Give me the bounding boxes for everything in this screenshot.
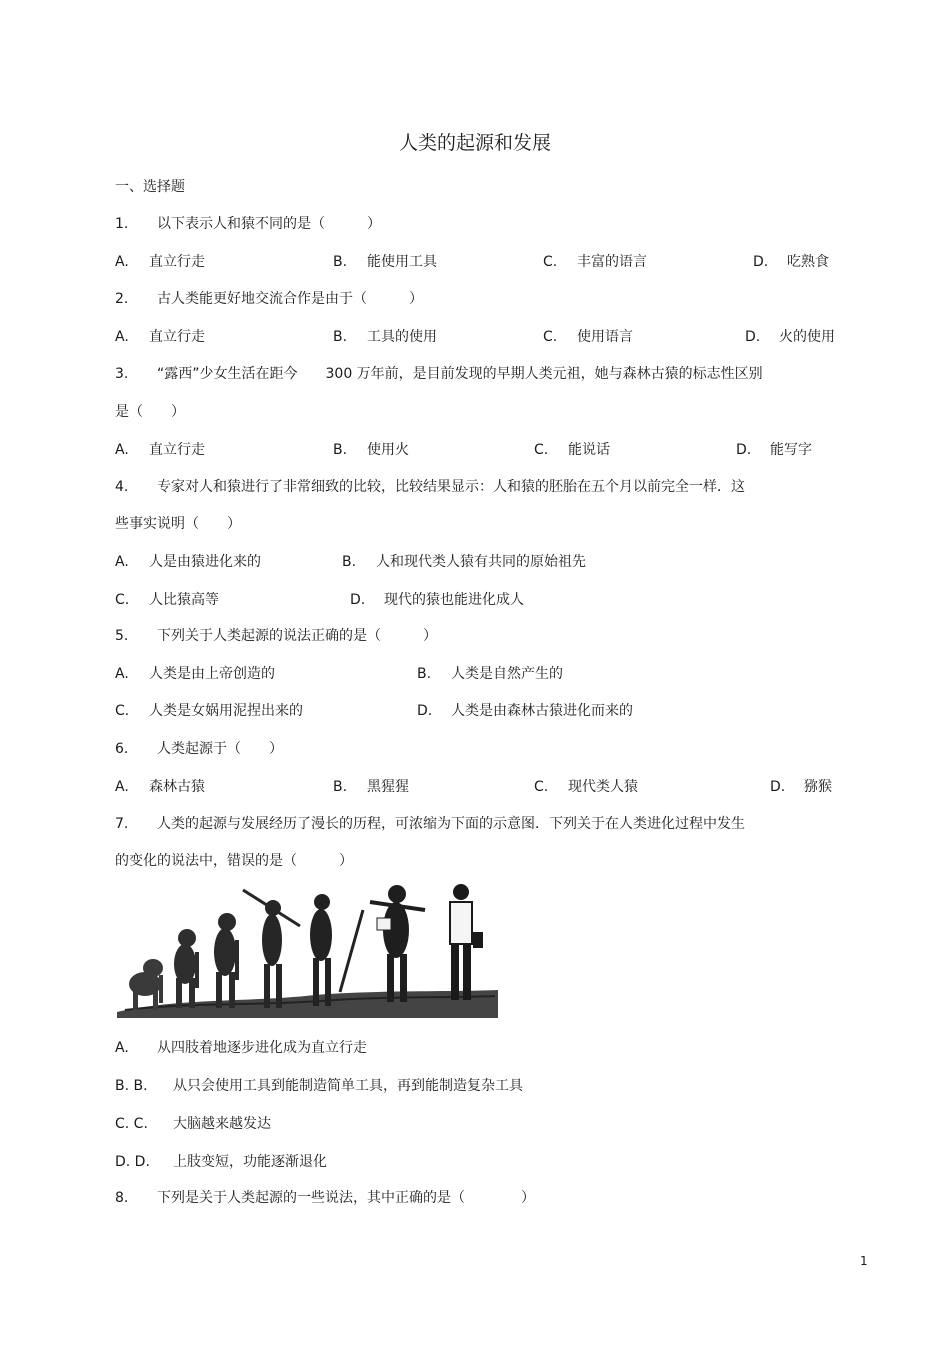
option-b: B. 黑猩猩: [333, 779, 409, 795]
question-number: 4.: [115, 479, 129, 495]
question-text: 古人类能更好地交流合作是由于（ ）: [157, 291, 423, 307]
option-d: D. 人类是由森林古猿进化而来的: [417, 703, 633, 719]
option-a: A. 直立行走: [115, 442, 205, 458]
option-a: A. 直立行走: [115, 329, 205, 345]
option-d: D. 吃熟食: [753, 254, 829, 270]
question-text: 人类的起源与发展经历了漫长的历程，可浓缩为下面的示意图．下列关于在人类进化过程中发生: [157, 816, 745, 832]
option-a: A. 直立行走: [115, 254, 205, 270]
option-d: D. 现代的猿也能进化成人: [350, 592, 524, 608]
section-heading: 一、选择题: [115, 179, 185, 195]
question-number: 6.: [115, 741, 129, 757]
question-8: [115, 1187, 535, 1207]
option-c: C. 使用语言: [543, 329, 633, 345]
option-a: A. 森林古猿: [115, 779, 205, 795]
option-b: B. 能使用工具: [333, 254, 437, 270]
option-c: C. 人比猿高等: [115, 592, 219, 608]
question-3-continued: 是（ ）: [115, 404, 185, 420]
page-title: 人类的起源和发展: [398, 132, 551, 154]
question-1: [115, 213, 381, 233]
question-text: “露西”少女生活在距今 300 万年前，是目前发现的早期人类元祖，她与森林古猿的标志性区别: [157, 366, 763, 382]
question-text: 专家对人和猿进行了非常细致的比较，比较结果显示：人和猿的胚胎在五个月以前完全一样．这: [157, 479, 745, 495]
option-b: B. 使用火: [333, 442, 409, 458]
question-number: 5.: [115, 628, 129, 644]
option-a: A. 从四肢着地逐步进化成为直立行走: [115, 1040, 367, 1056]
option-d: D. 猕猴: [770, 779, 832, 795]
option-d: D. 能写字: [736, 442, 812, 458]
question-6: [115, 738, 283, 758]
question-number: 2.: [115, 291, 129, 307]
question-4-continued: 些事实说明（ ）: [115, 516, 241, 532]
question-2: [115, 288, 423, 308]
option-a: A. 人类是由上帝创造的: [115, 666, 275, 682]
question-number: 8.: [115, 1190, 129, 1206]
option-a: A. 人是由猿进化来的: [115, 554, 261, 570]
question-5: [115, 625, 437, 645]
question-4: [115, 476, 745, 496]
page-number: 1: [860, 1254, 868, 1268]
question-text: 下列关于人类起源的说法正确的是（ ）: [157, 628, 437, 644]
option-c: C. 丰富的语言: [543, 254, 647, 270]
option-c: C. 现代类人猿: [534, 779, 638, 795]
question-number: 3.: [115, 366, 129, 382]
question-number: 7.: [115, 816, 129, 832]
option-d: D. D. 上肢变短，功能逐渐退化: [115, 1154, 327, 1170]
option-c: C. 能说话: [534, 442, 610, 458]
question-7: [115, 813, 745, 833]
option-c: C. C. 大脑越来越发达: [115, 1116, 271, 1132]
question-7-continued: 的变化的说法中，错误的是（ ）: [115, 853, 353, 869]
option-c: C. 人类是女娲用泥捏出来的: [115, 703, 303, 719]
human-evolution-illustration: [115, 880, 500, 1020]
option-d: D. 火的使用: [745, 329, 835, 345]
question-number: 1.: [115, 216, 129, 232]
option-b: B. 人类是自然产生的: [417, 666, 563, 682]
question-text: 下列是关于人类起源的一些说法，其中正确的是（ ）: [157, 1190, 535, 1206]
question-text: 人类起源于（ ）: [157, 741, 283, 757]
question-text: 以下表示人和猿不同的是（ ）: [157, 216, 381, 232]
question-3: [115, 363, 763, 383]
option-b: B. B. 从只会使用工具到能制造简单工具，再到能制造复杂工具: [115, 1078, 523, 1094]
option-b: B. 人和现代类人猿有共同的原始祖先: [342, 554, 586, 570]
option-b: B. 工具的使用: [333, 329, 437, 345]
